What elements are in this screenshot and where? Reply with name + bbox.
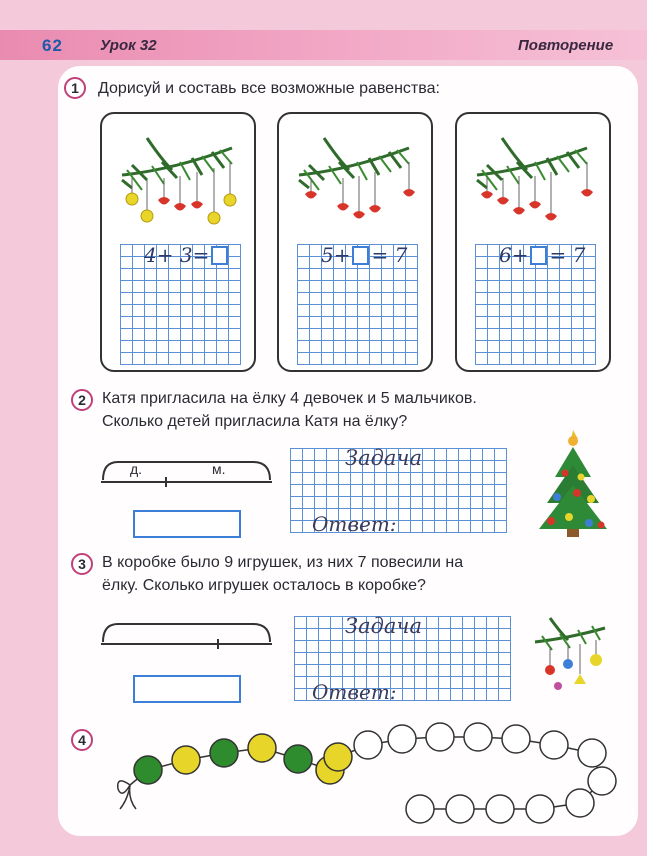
bead-empty[interactable] bbox=[526, 795, 554, 823]
answer-box[interactable] bbox=[133, 675, 241, 703]
equation-text: 5+ = 7 bbox=[321, 243, 408, 267]
task-number-3: 3 bbox=[71, 553, 93, 575]
fir-branch-illustration bbox=[279, 120, 431, 230]
fir-branch-toys-illustration bbox=[530, 610, 610, 690]
bead-green bbox=[210, 739, 238, 767]
bead-empty[interactable] bbox=[588, 767, 616, 795]
bow-knot bbox=[118, 781, 136, 809]
segment-diagram bbox=[98, 614, 278, 654]
task2-text-line2: Сколько детей пригласила Катя на ёлку? bbox=[102, 413, 408, 430]
task-number-4: 4 bbox=[71, 729, 93, 751]
fir-branch-illustration bbox=[457, 120, 609, 230]
task3-text-line1: В коробке было 9 игрушек, из них 7 повесили на bbox=[102, 554, 464, 571]
bead-empty[interactable] bbox=[426, 723, 454, 751]
bead-yellow bbox=[248, 734, 276, 762]
section-title: Повторение bbox=[518, 37, 614, 54]
answer-word: Ответ: bbox=[312, 680, 397, 704]
task-number-2: 2 bbox=[71, 389, 93, 411]
bead-empty[interactable] bbox=[406, 795, 434, 823]
bead-empty[interactable] bbox=[354, 731, 382, 759]
christmas-tree-illustration bbox=[533, 425, 613, 540]
equation-text: 4+ 3= bbox=[144, 243, 230, 267]
bead-yellow bbox=[324, 743, 352, 771]
task2-text-line1: Катя пригласила на ёлку 4 девочек и 5 мальчиков. bbox=[102, 390, 477, 407]
answer-word: Ответ: bbox=[312, 512, 397, 536]
bead-empty[interactable] bbox=[486, 795, 514, 823]
bead-empty[interactable] bbox=[446, 795, 474, 823]
lesson-title: Урок 32 bbox=[100, 37, 157, 54]
problem-word: Задача bbox=[345, 446, 423, 470]
bead-empty[interactable] bbox=[502, 725, 530, 753]
bead-green bbox=[284, 745, 312, 773]
bead-yellow bbox=[172, 746, 200, 774]
task-number-1: 1 bbox=[64, 77, 86, 99]
task1-card-3 bbox=[455, 112, 611, 372]
task1-text: Дорисуй и составь все возможные равенства: bbox=[98, 80, 440, 97]
page-number: 62 bbox=[42, 36, 63, 55]
equation-text: 6+ = 7 bbox=[499, 243, 586, 267]
bead-empty[interactable] bbox=[388, 725, 416, 753]
problem-word: Задача bbox=[345, 614, 423, 638]
segment-diagram bbox=[98, 452, 278, 492]
bead-empty[interactable] bbox=[540, 731, 568, 759]
task1-card-1 bbox=[100, 112, 256, 372]
label-boys: м. bbox=[212, 461, 226, 477]
bead-empty[interactable] bbox=[566, 789, 594, 817]
bead-green bbox=[134, 756, 162, 784]
bead-empty[interactable] bbox=[578, 739, 606, 767]
task3-text-line2: ёлку. Сколько игрушек осталось в коробке? bbox=[102, 577, 426, 594]
answer-square[interactable] bbox=[211, 246, 228, 265]
bead-empty[interactable] bbox=[464, 723, 492, 751]
answer-box[interactable] bbox=[133, 510, 241, 538]
answer-square[interactable] bbox=[530, 246, 547, 265]
bead-string bbox=[110, 715, 630, 830]
label-girls: д. bbox=[130, 461, 143, 477]
fir-branch-illustration bbox=[102, 120, 254, 230]
answer-square[interactable] bbox=[352, 246, 369, 265]
task1-card-2 bbox=[277, 112, 433, 372]
